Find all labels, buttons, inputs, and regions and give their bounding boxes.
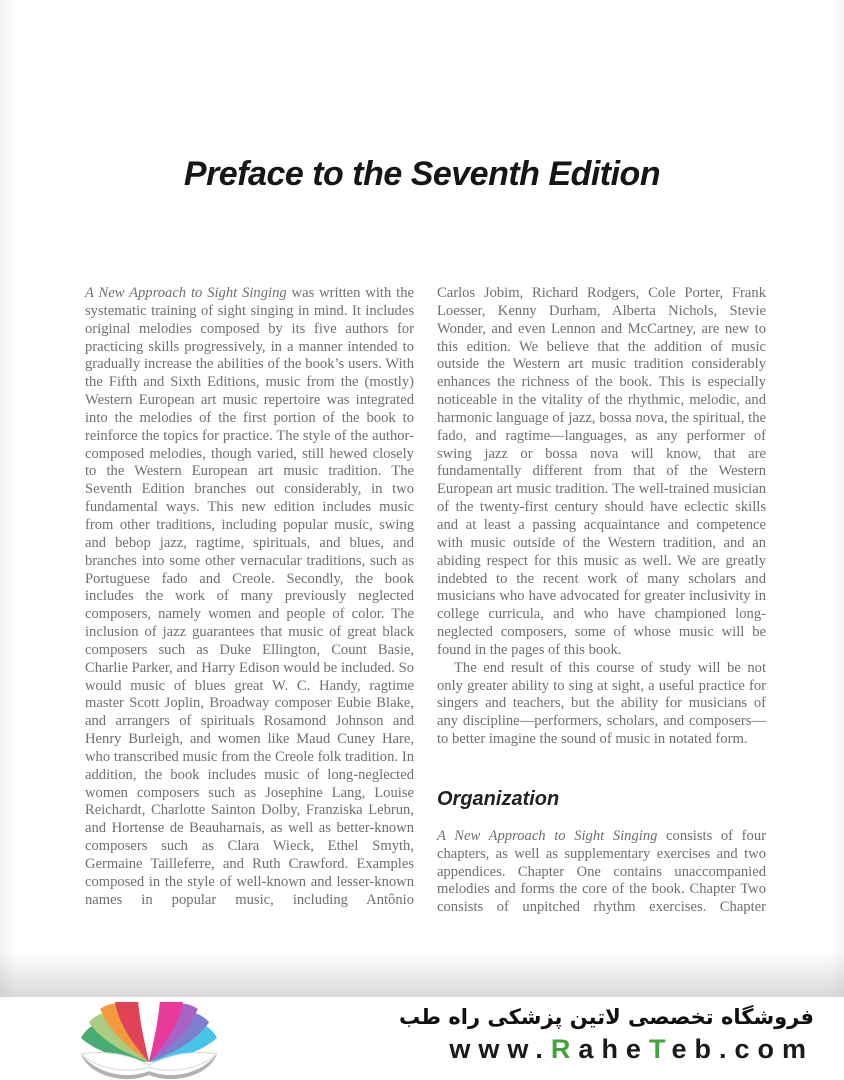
paragraph <box>437 828 766 917</box>
page-edge-shadow-right <box>828 0 844 997</box>
paragraph-text: was written with the systematic training of sight singing in mind. It includes original melodies composed by its five authors for practicing skills progressively, in a manner intended to gradually increase the abilities of the book’s users. With the Fifth and Sixth Editions, music from the (mostly) Western European art music repertoire was integrated into the melodies of the first portion of the book to reinforce the topics for practice. The style of the author-composed melodies, though varied, still hewed closely to the Western European art music tradition. The Seventh Edition branches out considerably, in two fundamental ways. This new edition includes music from other traditions, including popular music, swing and bebop jazz, ragtime, spirituals, and blues, and branches into some other vernacular traditions, such as Portuguese fado and Creole. Secondly, the book includes the work of many previously neglected composers, namely women and people of color. The inclusion of jazz guarantees that music of great black composers such as Duke Ellington, Count Basie, Charlie Parker, and Harry Edison would be included. So would music of blues great W. C. Handy, ragtime master Scott Joplin, Broadway composer Eubie Blake, and arrangers of spirituals Rosamond Johnson and Henry Burleigh, and women like Maud Cuney Hare, who transcribed music from the Creole folk tradition. In addition, the book includes music of long-neglected women composers such as Josephine Lang, Louise Reichardt, Charlotte Sainton Dolby, Franziska Lebrun, and Hortense de Beauharnais, as well as better-known composers such as Clara Wieck, Ethel Smyth, Germaine Tailleferre, and Ruth Crawford. Examples composed in the style of well-known and lesser-known names in popular music, including Antônio <box>85 285 414 908</box>
url-www: www. <box>449 1034 551 1065</box>
two-column-text-block <box>85 285 766 917</box>
website-url <box>399 1034 814 1065</box>
url-com: .com <box>718 1034 814 1065</box>
url-letter-t: T <box>648 1034 672 1065</box>
page-title: Preface to the Seventh Edition <box>183 155 661 193</box>
persian-tagline: فروشگاه تخصصی لاتین پزشکی راه طب <box>399 1005 814 1029</box>
left-column <box>85 285 414 917</box>
paragraph <box>85 285 414 910</box>
paragraph-text: consists of four chapters, as well as supplementary exercises and two appendices. Chapter One contains unaccompanied melodies and forms the core of the book. Chapter Two consists of unpitched rhythm exercises. Chapter <box>437 827 766 916</box>
page-edge-shadow-left <box>0 0 16 997</box>
url-ahe: ahe <box>578 1034 649 1065</box>
url-eb: eb <box>671 1034 719 1065</box>
right-column <box>437 285 766 917</box>
paragraph: Carlos Jobim, Richard Rodgers, Cole Porter, Frank Loesser, Kenny Durham, Alberta Nichols, Stevie Wonder, and even Lennon and McCartney, are new to this edition. We believe that the addition of music outside the Western art music tradition considerably enhances the richness of the book. This is especially noticeable in the vitality of the rhythmic, melodic, and harmonic language of jazz, bossa nova, the spiritual, the fado, and ragtime—languages, as any performer of swing jazz or bossa nova will know, that are fundamentally different from that of the Western European art music tradition. The well-trained musician of the twenty-first century should have eclectic skills and at least a passing acquaintance and competence with music outside of the Western tradition, and an abiding respect for this music as well. We are greatly indebted to the recent work of many scholars and musicians who have advocated for greater inclusivity in college curricula, and who have championed long-neglected composers, some of whose music will be found in the pages of this book. <box>437 285 766 658</box>
logo-book-pages <box>81 1052 217 1070</box>
book-title-italic: A New Approach to Sight Singing <box>85 285 287 301</box>
section-heading-organization: Organization <box>437 787 560 810</box>
open-book-logo-icon <box>58 1002 240 1080</box>
paragraph: The end result of this course of study will be not only greater ability to sing at sight, a useful practice for singers and teachers, but the ability for musicians of any discipline—performers, scholars, and composers—to better imagine the sound of music in notated form. <box>437 659 766 748</box>
footer-brand-text <box>399 1004 814 1065</box>
book-title-italic: A New Approach to Sight Singing <box>437 827 658 844</box>
footer-watermark-bar <box>0 997 844 1080</box>
page-bottom-scan-shadow <box>0 952 844 997</box>
url-letter-r: R <box>550 1034 579 1065</box>
